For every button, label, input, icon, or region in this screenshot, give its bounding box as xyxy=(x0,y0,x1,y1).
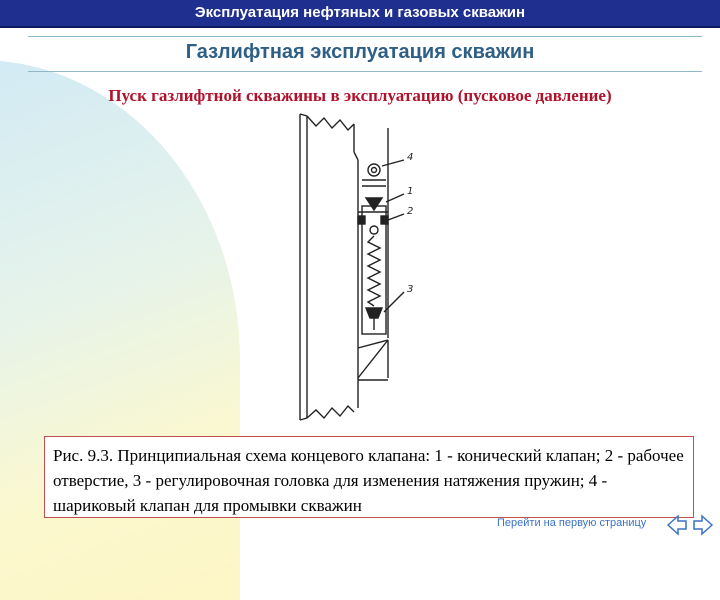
diagram-label-1: 1 xyxy=(407,186,414,197)
diagram-label-3: 3 xyxy=(407,284,414,295)
slide-subtitle: Пуск газлифтной скважины в эксплуатацию (пусковое давление) xyxy=(108,86,612,105)
break-line-bottom xyxy=(300,406,354,420)
spring xyxy=(368,236,380,306)
first-page-link[interactable]: Перейти на первую страницу xyxy=(497,517,647,529)
slide-title: Газлифтная эксплуатация скважин xyxy=(185,41,535,63)
figure-caption-box xyxy=(44,436,694,518)
divider-bottom xyxy=(28,71,702,72)
arrow-right-icon[interactable] xyxy=(694,516,712,534)
end-valve-diagram xyxy=(288,108,438,428)
working-opening-right xyxy=(381,216,388,224)
diagram-label-2: 2 xyxy=(407,206,414,217)
background-gradient-shape xyxy=(0,60,240,600)
ball-valve xyxy=(368,164,380,176)
break-line-top xyxy=(300,114,354,130)
figure-caption: Рис. 9.3. Принципиальная схема концевого клапана: 1 - конический клапан; 2 - рабочее отверстие, 3 - регулировочная головка для изменения натяжения пружин; 4 - шариковый клапан для промывки скважин xyxy=(53,446,684,515)
conical-valve xyxy=(366,198,382,210)
header-title: Эксплуатация нефтяных и газовых скважин xyxy=(194,4,526,21)
arrow-left-icon[interactable] xyxy=(668,516,686,534)
working-opening-left xyxy=(358,216,365,224)
adjusting-head xyxy=(366,308,382,318)
nav-arrows xyxy=(666,513,714,537)
diagram-label-4: 4 xyxy=(407,152,414,163)
divider-top xyxy=(28,36,702,37)
header-bar xyxy=(0,0,720,28)
